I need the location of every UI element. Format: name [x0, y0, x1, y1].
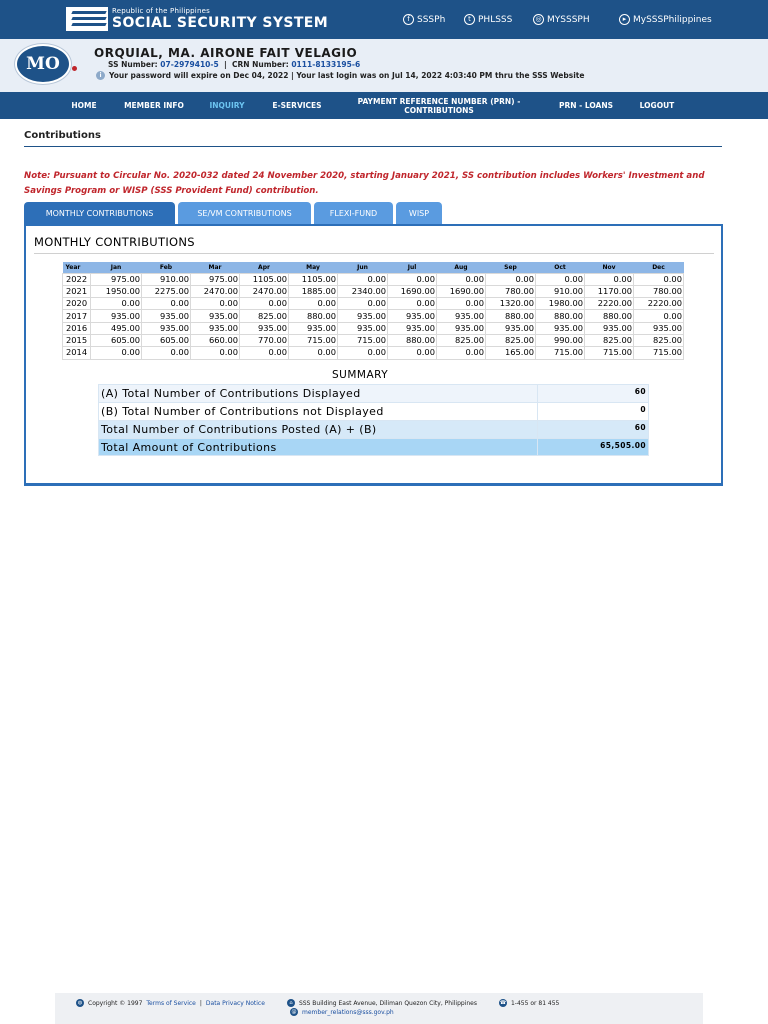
location-icon: ⌂	[287, 999, 295, 1007]
table-row	[63, 285, 684, 297]
social-link-facebook[interactable]	[403, 14, 445, 25]
social-label: PHLSSS	[478, 14, 513, 25]
footer-line-2	[290, 1008, 394, 1016]
youtube-icon: ▸	[619, 14, 630, 25]
info-icon: i	[96, 71, 105, 80]
column-header: Feb	[142, 262, 191, 273]
footer-divider: |	[199, 999, 202, 1007]
amount-cell: 0.00	[191, 298, 240, 310]
amount-cell: 0.00	[240, 298, 289, 310]
summary-value: 60	[538, 385, 649, 403]
amount-cell: 935.00	[585, 322, 634, 334]
login-info	[96, 71, 584, 80]
amount-cell: 1105.00	[240, 273, 289, 285]
amount-cell: 910.00	[142, 273, 191, 285]
member-band	[0, 39, 768, 92]
member-ids	[108, 60, 360, 69]
avatar[interactable]: MO	[15, 44, 71, 84]
instagram-icon: ◎	[533, 14, 544, 25]
amount-cell: 0.00	[388, 347, 437, 359]
data-privacy-link[interactable]: Data Privacy Notice	[205, 999, 265, 1007]
amount-cell: 0.00	[338, 347, 388, 359]
amount-cell: 975.00	[191, 273, 240, 285]
summary-table	[98, 384, 649, 456]
email-icon: @	[291, 1009, 297, 1015]
column-header: Oct	[536, 262, 585, 273]
year-cell: 2017	[63, 310, 91, 322]
amount-cell: 935.00	[191, 322, 240, 334]
amount-cell: 715.00	[536, 347, 585, 359]
amount-cell: 0.00	[289, 347, 338, 359]
amount-cell: 0.00	[142, 347, 191, 359]
amount-cell: 2220.00	[634, 298, 684, 310]
amount-cell: 0.00	[388, 298, 437, 310]
amount-cell: 0.00	[437, 347, 486, 359]
top-header	[0, 0, 768, 39]
tab-se-vm-contributions[interactable]: SE/VM CONTRIBUTIONS	[178, 202, 311, 224]
amount-cell: 1980.00	[536, 298, 585, 310]
globe-icon: ◍	[77, 1000, 83, 1006]
amount-cell: 935.00	[289, 322, 338, 334]
amount-cell: 605.00	[91, 334, 142, 346]
panel-bottom-border	[24, 483, 723, 486]
summary-label: (B) Total Number of Contributions not Displayed	[99, 403, 538, 421]
amount-cell: 715.00	[289, 334, 338, 346]
amount-cell: 0.00	[91, 298, 142, 310]
amount-cell: 935.00	[388, 310, 437, 322]
monthly-contributions-panel	[24, 224, 723, 486]
nav-inquiry[interactable]: INQUIRY	[209, 101, 245, 110]
amount-cell: 825.00	[240, 310, 289, 322]
amount-cell: 935.00	[142, 322, 191, 334]
summary-value: 60	[538, 421, 649, 439]
address-text: SSS Building East Avenue, Diliman Quezon City, Philippines	[298, 999, 477, 1007]
member-name: ORQUIAL, MA. AIRONE FAIT VELAGIO	[94, 46, 358, 60]
amount-cell: 935.00	[338, 310, 388, 322]
terms-of-service-link[interactable]: Terms of Service	[146, 999, 196, 1007]
amount-cell: 1320.00	[486, 298, 536, 310]
amount-cell: 0.00	[634, 310, 684, 322]
twitter-icon: t	[464, 14, 475, 25]
column-header: Apr	[240, 262, 289, 273]
tab-flexi-fund[interactable]: FLEXI-FUND	[314, 202, 393, 224]
summary-row	[99, 421, 649, 439]
amount-cell: 935.00	[191, 310, 240, 322]
amount-cell: 935.00	[142, 310, 191, 322]
main-nav	[0, 92, 768, 119]
contributions-table	[62, 262, 684, 360]
social-link-twitter[interactable]	[464, 14, 512, 25]
avatar-status-dot	[72, 66, 77, 71]
amount-cell: 1885.00	[289, 285, 338, 297]
nav-e-services[interactable]: E-SERVICES	[272, 101, 322, 110]
social-link-instagram[interactable]	[533, 14, 590, 25]
amount-cell: 0.00	[240, 347, 289, 359]
table-header-row	[63, 262, 684, 273]
crn-number: 0111-8133195-6	[291, 60, 361, 69]
phone-text: 1-455 or 81 455	[510, 999, 560, 1007]
amount-cell: 1690.00	[437, 285, 486, 297]
summary-label: Total Number of Contributions Posted (A) + (B)	[99, 421, 538, 439]
amount-cell: 935.00	[536, 322, 585, 334]
amount-cell: 935.00	[388, 322, 437, 334]
social-label: MYSSSPH	[547, 14, 590, 25]
amount-cell: 770.00	[240, 334, 289, 346]
summary-row	[99, 403, 649, 421]
summary-title: SUMMARY	[332, 369, 389, 381]
amount-cell: 605.00	[142, 334, 191, 346]
year-cell: 2014	[63, 347, 91, 359]
amount-cell: 1105.00	[289, 273, 338, 285]
id-separator: |	[221, 60, 230, 69]
wisp-notice: Note: Pursuant to Circular No. 2020-032 dated 24 November 2020, starting January 2021, SS contribution includes Workers' Investment and Savings Program or WISP (SSS Provident Fund) contribution.	[24, 171, 705, 196]
table-row	[63, 322, 684, 334]
footer-line-1	[76, 999, 559, 1007]
column-header: Jul	[388, 262, 437, 273]
amount-cell: 1690.00	[388, 285, 437, 297]
table-row	[63, 273, 684, 285]
amount-cell: 660.00	[191, 334, 240, 346]
amount-cell: 1950.00	[91, 285, 142, 297]
amount-cell: 2470.00	[191, 285, 240, 297]
amount-cell: 495.00	[91, 322, 142, 334]
column-header: Nov	[585, 262, 634, 273]
table-row	[63, 298, 684, 310]
nav-logout[interactable]: LOGOUT	[639, 101, 675, 110]
amount-cell: 990.00	[536, 334, 585, 346]
amount-cell: 2470.00	[240, 285, 289, 297]
amount-cell: 0.00	[437, 273, 486, 285]
phone-icon: ☎	[499, 1000, 507, 1006]
column-header: Aug	[437, 262, 486, 273]
sss-logo[interactable]	[66, 7, 108, 31]
column-header: Year	[63, 262, 91, 273]
table-row	[63, 347, 684, 359]
column-header: Dec	[634, 262, 684, 273]
table-row	[63, 310, 684, 322]
amount-cell: 2220.00	[585, 298, 634, 310]
tab-wisp[interactable]: WISP	[396, 202, 442, 224]
table-row	[63, 334, 684, 346]
amount-cell: 825.00	[437, 334, 486, 346]
amount-cell: 165.00	[486, 347, 536, 359]
amount-cell: 0.00	[486, 273, 536, 285]
amount-cell: 935.00	[486, 322, 536, 334]
amount-cell: 825.00	[634, 334, 684, 346]
social-label: MySSSPhilippines	[633, 14, 712, 25]
column-header: Jan	[91, 262, 142, 273]
amount-cell: 2340.00	[338, 285, 388, 297]
page-title: Contributions	[24, 130, 101, 141]
amount-cell: 0.00	[338, 273, 388, 285]
amount-cell: 0.00	[142, 298, 191, 310]
amount-cell: 715.00	[634, 347, 684, 359]
amount-cell: 0.00	[536, 273, 585, 285]
nav-home[interactable]: HOME	[71, 101, 97, 110]
summary-row	[99, 385, 649, 403]
column-header: May	[289, 262, 338, 273]
ss-label: SS Number:	[108, 60, 158, 69]
amount-cell: 880.00	[585, 310, 634, 322]
nav-prn-contributions[interactable]: PAYMENT REFERENCE NUMBER (PRN) - CONTRIBUTIONS	[357, 96, 521, 115]
amount-cell: 975.00	[91, 273, 142, 285]
column-header: Jun	[338, 262, 388, 273]
amount-cell: 910.00	[536, 285, 585, 297]
amount-cell: 715.00	[585, 347, 634, 359]
summary-total-value: 65,505.00	[538, 439, 649, 456]
facebook-icon: f	[403, 14, 414, 25]
amount-cell: 0.00	[338, 298, 388, 310]
amount-cell: 780.00	[486, 285, 536, 297]
login-info-text: Your password will expire on Dec 04, 2022 | Your last login was on Jul 14, 2022 4:03:40 PM thru the SSS Website	[109, 71, 585, 80]
summary-total-row	[99, 439, 649, 456]
amount-cell: 935.00	[338, 322, 388, 334]
amount-cell: 880.00	[388, 334, 437, 346]
panel-title: MONTHLY CONTRIBUTIONS	[34, 235, 195, 249]
amount-cell: 825.00	[585, 334, 634, 346]
amount-cell: 935.00	[437, 310, 486, 322]
copyright-text: Copyright © 1997	[88, 999, 143, 1007]
summary-label: Total Amount of Contributions	[99, 439, 538, 456]
nav-member-info[interactable]: MEMBER INFO	[124, 101, 184, 110]
amount-cell: 935.00	[634, 322, 684, 334]
crn-label: CRN Number:	[231, 60, 289, 69]
email-link[interactable]: member_relations@sss.gov.ph	[302, 1008, 394, 1016]
summary-value: 0	[538, 403, 649, 421]
system-name: SOCIAL SECURITY SYSTEM	[112, 15, 329, 31]
amount-cell: 935.00	[91, 310, 142, 322]
amount-cell: 935.00	[240, 322, 289, 334]
title-divider	[24, 146, 722, 147]
amount-cell: 0.00	[91, 347, 142, 359]
amount-cell: 935.00	[437, 322, 486, 334]
panel-divider	[34, 253, 714, 254]
amount-cell: 0.00	[191, 347, 240, 359]
year-cell: 2015	[63, 334, 91, 346]
summary-label: (A) Total Number of Contributions Displayed	[99, 385, 538, 403]
amount-cell: 880.00	[486, 310, 536, 322]
year-cell: 2022	[63, 273, 91, 285]
amount-cell: 0.00	[289, 298, 338, 310]
amount-cell: 1170.00	[585, 285, 634, 297]
year-cell: 2021	[63, 285, 91, 297]
year-cell: 2016	[63, 322, 91, 334]
social-label: SSSPh	[417, 14, 446, 25]
year-cell: 2020	[63, 298, 91, 310]
social-link-youtube[interactable]	[619, 14, 712, 25]
amount-cell: 0.00	[585, 273, 634, 285]
amount-cell: 880.00	[289, 310, 338, 322]
amount-cell: 780.00	[634, 285, 684, 297]
ss-number: 07-2979410-5	[160, 60, 219, 69]
nav-prn-loans[interactable]: PRN - LOANS	[558, 101, 614, 110]
amount-cell: 0.00	[634, 273, 684, 285]
republic-label: Republic of the Philippines	[112, 7, 210, 15]
amount-cell: 880.00	[536, 310, 585, 322]
tab-monthly-contributions[interactable]: MONTHLY CONTRIBUTIONS	[24, 202, 175, 224]
column-header: Mar	[191, 262, 240, 273]
amount-cell: 0.00	[437, 298, 486, 310]
amount-cell: 825.00	[486, 334, 536, 346]
amount-cell: 0.00	[388, 273, 437, 285]
column-header: Sep	[486, 262, 536, 273]
amount-cell: 2275.00	[142, 285, 191, 297]
footer	[55, 993, 703, 1024]
amount-cell: 715.00	[338, 334, 388, 346]
